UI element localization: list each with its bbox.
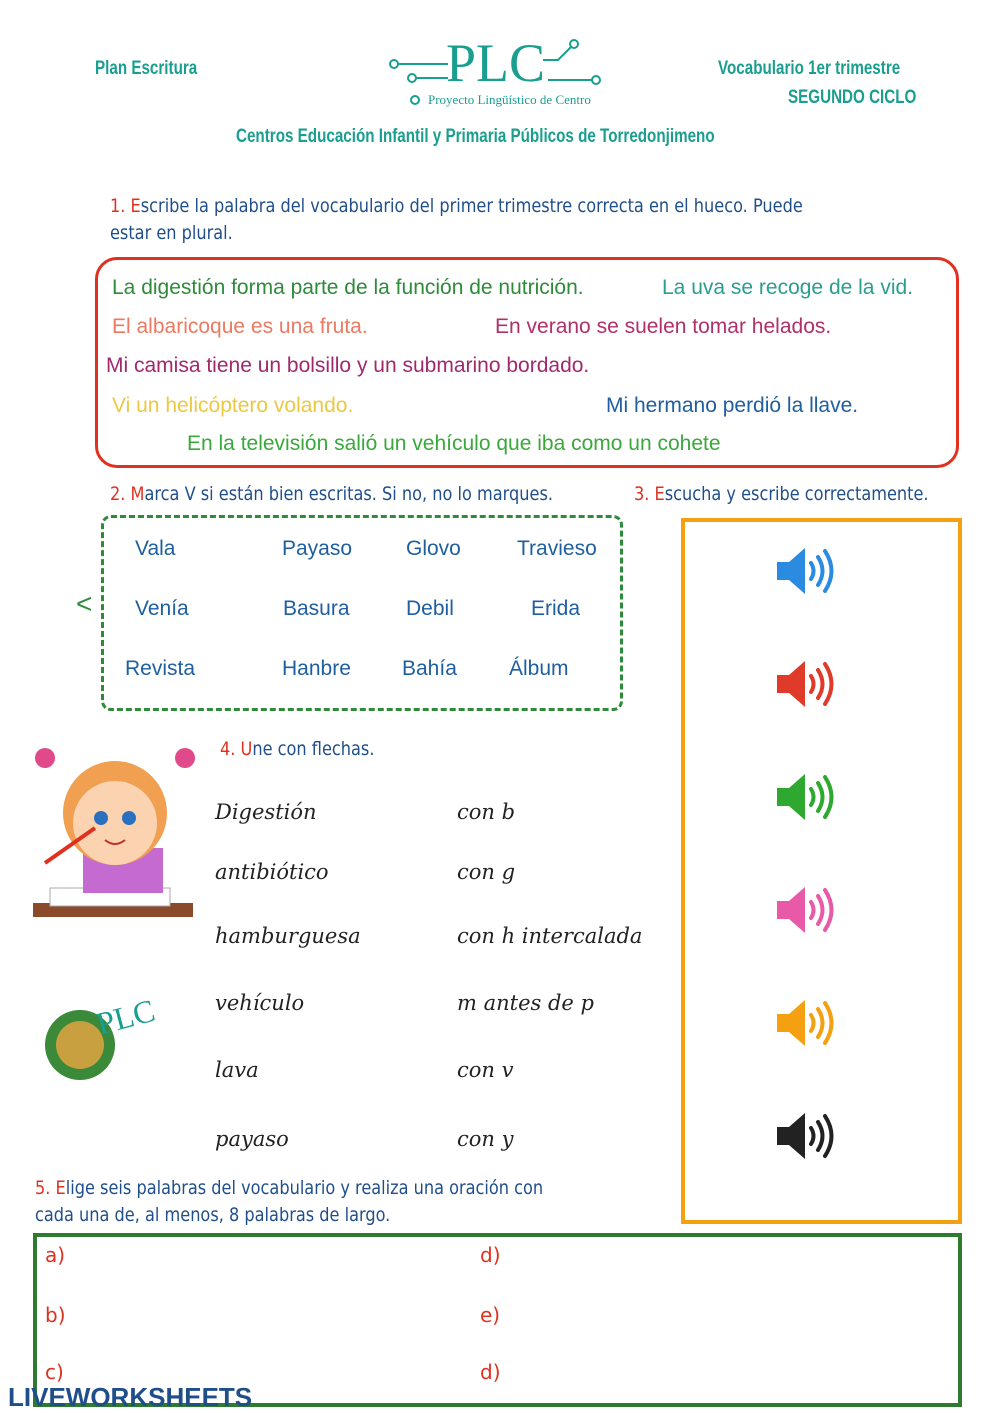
word-option[interactable]: Álbum bbox=[509, 657, 569, 680]
match-left-item[interactable]: vehículo bbox=[215, 991, 305, 1015]
word-option[interactable]: Erida bbox=[531, 597, 581, 620]
match-right-item[interactable]: con g bbox=[457, 860, 516, 884]
match-right-item[interactable]: con h intercalada bbox=[457, 924, 643, 948]
word-option[interactable]: Glovo bbox=[406, 537, 461, 560]
speaker-icon[interactable] bbox=[775, 545, 835, 597]
word-option[interactable]: Revista bbox=[125, 657, 196, 680]
header-right-2: SEGUNDO CICLO bbox=[788, 87, 917, 108]
match-right-item[interactable]: con b bbox=[457, 800, 516, 824]
match-left-item[interactable]: lava bbox=[215, 1058, 259, 1082]
sentence: Mi hermano perdió la llave. bbox=[606, 394, 859, 417]
sentence: El albaricoque es una fruta. bbox=[112, 315, 368, 338]
word-option[interactable]: Payaso bbox=[282, 537, 353, 560]
match-right-item[interactable]: con y bbox=[457, 1127, 514, 1151]
sentence: En la televisión salió un vehículo que iba como un cohete bbox=[187, 432, 721, 455]
match-left-item[interactable]: antibiótico bbox=[215, 860, 329, 884]
word-option[interactable]: Basura bbox=[283, 597, 350, 620]
ex1-instruction-2: estar en plural. bbox=[110, 222, 233, 244]
word-option[interactable]: Hanbre bbox=[282, 657, 351, 680]
answer-label: c) bbox=[45, 1360, 64, 1384]
svg-text:PLC: PLC bbox=[92, 991, 159, 1042]
answer-label: d) bbox=[480, 1360, 501, 1384]
match-left-item[interactable]: hamburguesa bbox=[215, 924, 361, 948]
speaker-icon[interactable] bbox=[775, 771, 835, 823]
header-right-1: Vocabulario 1er trimestre bbox=[718, 58, 901, 79]
answer-label: d) bbox=[480, 1243, 501, 1267]
sentence: Vi un helicóptero volando. bbox=[112, 394, 354, 417]
speaker-icon[interactable] bbox=[775, 884, 835, 936]
match-left-item[interactable]: Digestión bbox=[215, 800, 317, 824]
ex1-instruction: 1. Escribe la palabra del vocabulario del primer trimestre correcta en el hueco. Puede bbox=[110, 195, 803, 217]
speaker-icon[interactable] bbox=[775, 1110, 835, 1162]
plc-badge-logo bbox=[35, 985, 200, 1090]
answer-label: e) bbox=[480, 1303, 501, 1327]
word-option[interactable]: Travieso bbox=[517, 537, 597, 560]
plc-logo bbox=[388, 33, 613, 110]
sentence: La uva se recoge de la vid. bbox=[662, 276, 913, 299]
speaker-icon[interactable] bbox=[775, 997, 835, 1049]
word-option[interactable]: Debil bbox=[406, 597, 454, 620]
sentence: En verano se suelen tomar helados. bbox=[495, 315, 832, 338]
answer-label: a) bbox=[45, 1243, 66, 1267]
word-option[interactable]: Bahía bbox=[402, 657, 457, 680]
logo-text: PLC bbox=[446, 33, 546, 93]
ex5-instruction: 5. Elige seis palabras del vocabulario y realiza una oración con bbox=[35, 1177, 544, 1199]
match-right-item[interactable]: m antes de p bbox=[457, 991, 594, 1015]
logo-subtext: Proyecto Lingüístico de Centro bbox=[428, 92, 591, 107]
match-left-item[interactable]: payaso bbox=[215, 1127, 289, 1151]
word-option[interactable]: Venía bbox=[135, 597, 189, 620]
liveworksheets-brand: LIVEWORKSHEETS bbox=[8, 1382, 253, 1412]
ex2-instruction: 2. Marca V si están bien escritas. Si no, no lo marques. bbox=[110, 483, 554, 505]
sentence: La digestión forma parte de la función de nutrición. bbox=[112, 276, 584, 299]
ex3-instruction: 3. Escucha y escribe correctamente. bbox=[634, 483, 929, 505]
ex5-instruction-2: cada una de, al menos, 8 palabras de largo. bbox=[35, 1204, 391, 1226]
header-subtitle: Centros Educación Infantil y Primaria Públicos de Torredonjimeno bbox=[236, 126, 715, 147]
answer-label: b) bbox=[45, 1303, 66, 1327]
header-left: Plan Escritura bbox=[95, 58, 198, 79]
match-right-item[interactable]: con v bbox=[457, 1058, 514, 1082]
speaker-icon[interactable] bbox=[775, 658, 835, 710]
sentence: Mi camisa tiene un bolsillo y un submarino bordado. bbox=[106, 354, 590, 377]
speech-tail: < bbox=[76, 588, 93, 619]
ex4-instruction: 4. Une con flechas. bbox=[220, 738, 375, 760]
word-option[interactable]: Vala bbox=[135, 537, 176, 560]
girl-reading-illustration bbox=[5, 728, 210, 920]
